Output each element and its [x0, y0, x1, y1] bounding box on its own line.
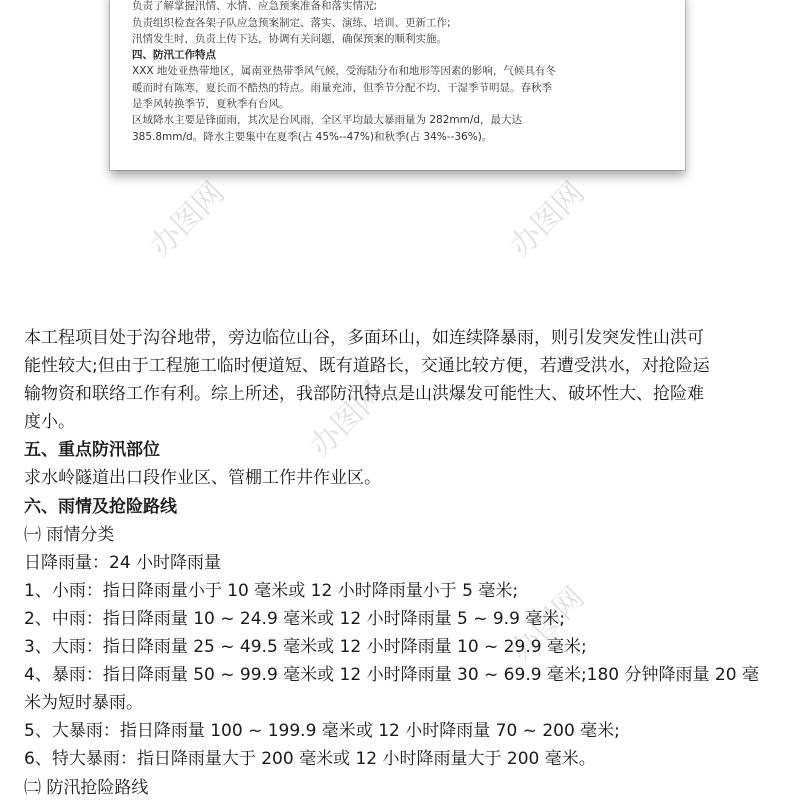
body-line: 求水岭隧道出口段作业区、管棚工作井作业区。 — [24, 468, 381, 489]
body-line: 4、暴雨：指日降雨量 50 ~ 99.9 毫米或 12 小时降雨量 30 ~ 69.9 毫米;180 分钟降雨量 20 毫 — [24, 665, 759, 686]
preview-line: XXX 地处亚热带地区，属南亚热带季风气候，受海陆分布和地形等因素的影响，气候具有冬 — [132, 65, 556, 78]
body-line: ㈠ 雨情分类 — [24, 524, 115, 545]
body-line: 日降雨量：24 小时降雨量 — [24, 552, 222, 573]
preview-heading: 四、防汛工作特点 — [132, 49, 216, 62]
section-heading: 五、重点防汛部位 — [24, 440, 160, 461]
body-line: 2、中雨：指日降雨量 10 ~ 24.9 毫米或 12 小时降雨量 5 ~ 9.9 毫米; — [24, 608, 566, 629]
body-line: 5、大暴雨：指日降雨量 100 ~ 199.9 毫米或 12 小时降雨量 70 ~ 200 毫米; — [24, 721, 620, 742]
body-line: 能性较大;但由于工程施工临时便道短、既有道路长，交通比较方便，若遭受洪水，对抢险运 — [24, 356, 710, 377]
preview-line: 385.8mm/d。降水主要集中在夏季(占 45%--47%)和秋季(占 34%--36%)。 — [132, 130, 493, 143]
document-body — [24, 324, 784, 802]
preview-line: 负责组织检查各架子队应急预案制定、落实、演练、培训、更新工作; — [132, 16, 451, 29]
preview-line: 负责了解掌握汛情、水情、应急预案准备和落实情况; — [132, 0, 378, 13]
watermark: 办图网 — [503, 175, 592, 264]
preview-line: 区域降水主要是锋面雨，其次是台风雨，全区平均最大暴雨量为 282mm/d，最大达 — [132, 114, 523, 127]
body-line: 6、特大暴雨：指日降雨量大于 200 毫米或 12 小时降雨量大于 200 毫米。 — [24, 749, 596, 770]
section-heading: 六、雨情及抢险路线 — [24, 496, 177, 517]
preview-line: 汛情发生时，负责上传下达，协调有关问题，确保预案的顺利实施。 — [132, 32, 447, 45]
body-line: 米为短时暴雨。 — [24, 693, 143, 714]
body-line: 度小。 — [24, 412, 75, 433]
watermark: 办图网 — [503, 580, 592, 669]
body-line: 1、小雨：指日降雨量小于 10 毫米或 12 小时降雨量小于 5 毫米; — [24, 580, 519, 601]
preview-page — [110, 0, 685, 170]
body-line: 本工程项目处于沟谷地带，旁边临位山谷，多面环山，如连续降暴雨，则引发突发性山洪可 — [24, 328, 704, 348]
body-line: ㈡ 防汛抢险路线 — [24, 777, 149, 798]
body-line: 3、大雨：指日降雨量 25 ~ 49.5 毫米或 12 小时降雨量 10 ~ 29.9 毫米; — [24, 637, 587, 658]
watermark: 办图网 — [303, 375, 392, 464]
preview-line: 暖而时有陈寒，夏长而不酷热的特点。雨量充沛，但季节分配不均、干湿季节明显。春秋季 — [132, 81, 552, 94]
body-line: 输物资和联络工作有利。综上所述，我部防汛特点是山洪爆发可能性大、破坏性大、抢险难 — [24, 384, 704, 405]
preview-line: 是季风转换季节，夏秋季有台风。 — [132, 98, 290, 111]
preview-lines — [132, 0, 671, 145]
watermark: 办图网 — [143, 175, 232, 264]
